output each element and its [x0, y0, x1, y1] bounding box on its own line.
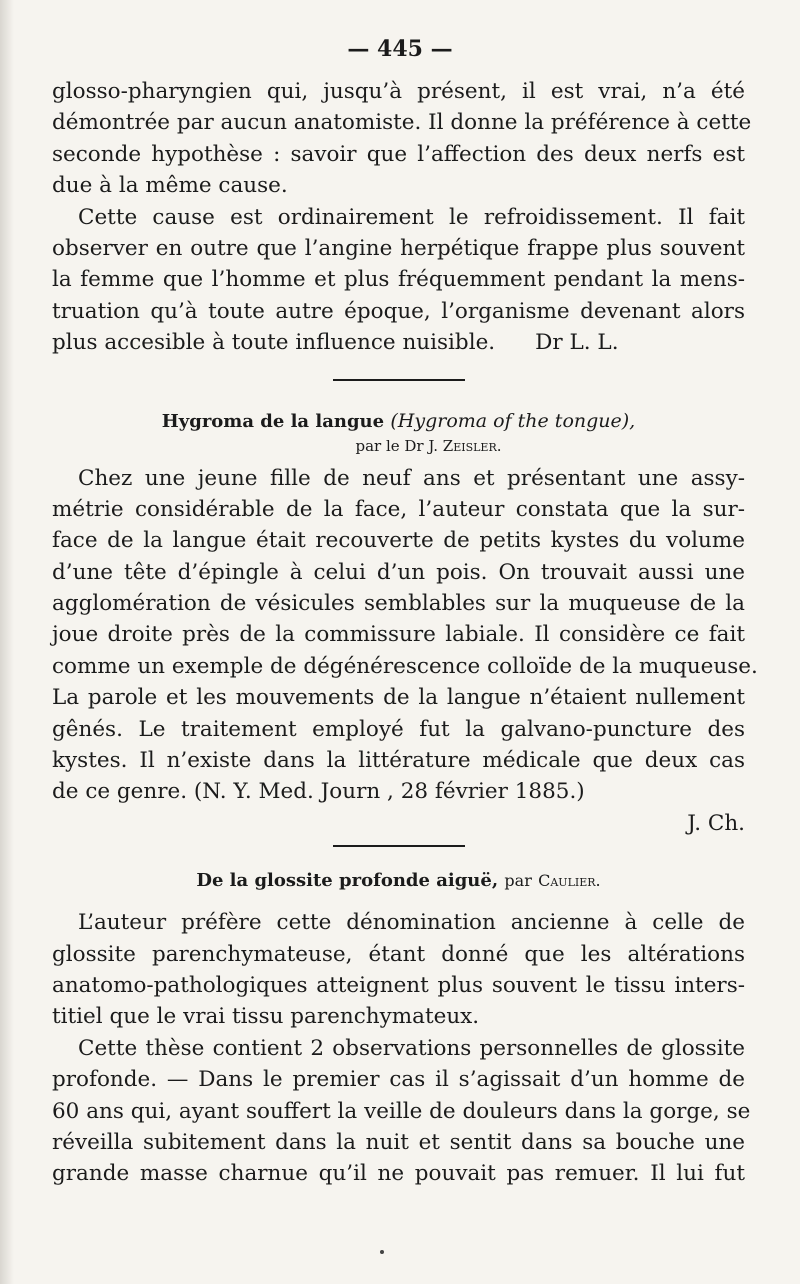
text-line: de ce genre. (N. Y. Med. Journ , 28 février 1885.): [52, 779, 585, 805]
text-line: seconde hypothèse : savoir que l’affection des deux nerfs est: [52, 141, 745, 167]
text-line: glosso-pharyngien qui, jusqu’à présent, il est vrai, n’a été: [52, 79, 745, 104]
text-line: [52, 327, 745, 358]
byline-author: Caulier.: [538, 871, 601, 891]
signature: Dr L. L.: [535, 330, 619, 356]
text-line: anatomo-pathologiques atteignent plus souvent le tissu inters-: [52, 972, 745, 998]
text-line: face de la langue était recouverte de petits kystes du volume: [52, 528, 745, 554]
article-title: [52, 407, 745, 435]
article-body: [52, 463, 758, 840]
text-line: kystes. Il n’existe dans la littérature médicale que deux cas: [52, 748, 745, 774]
text-line: profonde. — Dans le premier cas il s’agissait d’un homme de: [52, 1067, 745, 1093]
text-line: Cette cause est ordinairement le refroidissement. Il fait: [78, 204, 745, 230]
text-line: démontrée par aucun anatomiste. Il donne la préférence à cette: [52, 110, 752, 136]
text-line: truation qu’à toute autre époque, l’organisme devenant alors: [52, 298, 745, 324]
article-title-text: De la glossite profonde aiguë,: [196, 870, 499, 892]
paragraph: [52, 202, 745, 359]
paragraph-continuation: [52, 76, 752, 202]
text-line: agglomération de vésicules semblables sur la muqueuse de la: [52, 591, 745, 617]
byline-author: Zeisler.: [442, 436, 502, 455]
text-line: due à la même cause.: [52, 173, 288, 199]
article-title-text: Hygroma de la langue: [161, 410, 385, 432]
text-line: 60 ans qui, ayant souffert la veille de douleurs dans la gorge, se: [52, 1098, 751, 1124]
text-line: joue droite près de la commissure labiale. Il considère ce fait: [52, 622, 745, 648]
text-line: Chez une jeune fille de neuf ans et présentant une assy-: [78, 465, 745, 491]
article-title: [52, 867, 745, 895]
text-line: observer en outre que l’angine herpétique frappe plus souvent: [52, 235, 745, 261]
article-byline: [52, 435, 745, 457]
page-edge-shadow: [0, 0, 14, 1284]
text-line: glossite parenchymateuse, étant donné que les altérations: [52, 941, 745, 967]
text-line: gênés. Le traitement employé fut la galvano-puncture des: [52, 716, 745, 742]
ink-speck: [380, 1250, 384, 1254]
text-line: comme un exemple de dégénérescence colloïde de la muqueuse.: [52, 653, 758, 679]
page-number: — 445 —: [347, 36, 453, 62]
signature: J. Ch.: [687, 810, 745, 836]
text-line: Cette thèse contient 2 observations personnelles de glossite: [78, 1035, 745, 1061]
text-line: la femme que l’homme et plus fréquemment pendant la mens-: [52, 267, 745, 293]
article-body: [52, 907, 751, 1190]
text-line: grande masse charnue qu’il ne pouvait pas remuer. Il lui fut: [52, 1161, 745, 1187]
text-line: métrie considérable de la face, l’auteur constata que la sur-: [52, 496, 745, 522]
text-line: L’auteur préfère cette dénomination ancienne à celle de: [78, 910, 745, 936]
byline-prefix: par: [504, 871, 532, 891]
text-fragment: plus accesible à toute influence nuisible.: [52, 330, 496, 356]
text-line: d’une tête d’épingle à celui d’un pois. On trouvait aussi une: [52, 559, 745, 585]
text-line: La parole et les mouvements de la langue n’étaient nullement: [52, 685, 745, 711]
page-content: [52, 76, 758, 1190]
text-line: titiel que le vrai tissu parenchymateux.: [52, 1004, 480, 1030]
text-line: réveilla subitement dans la nuit et sentit dans sa bouche une: [52, 1129, 745, 1155]
article-title-translation: (Hygroma of the tongue),: [390, 409, 636, 432]
byline-prefix: par le Dr J.: [355, 436, 438, 455]
